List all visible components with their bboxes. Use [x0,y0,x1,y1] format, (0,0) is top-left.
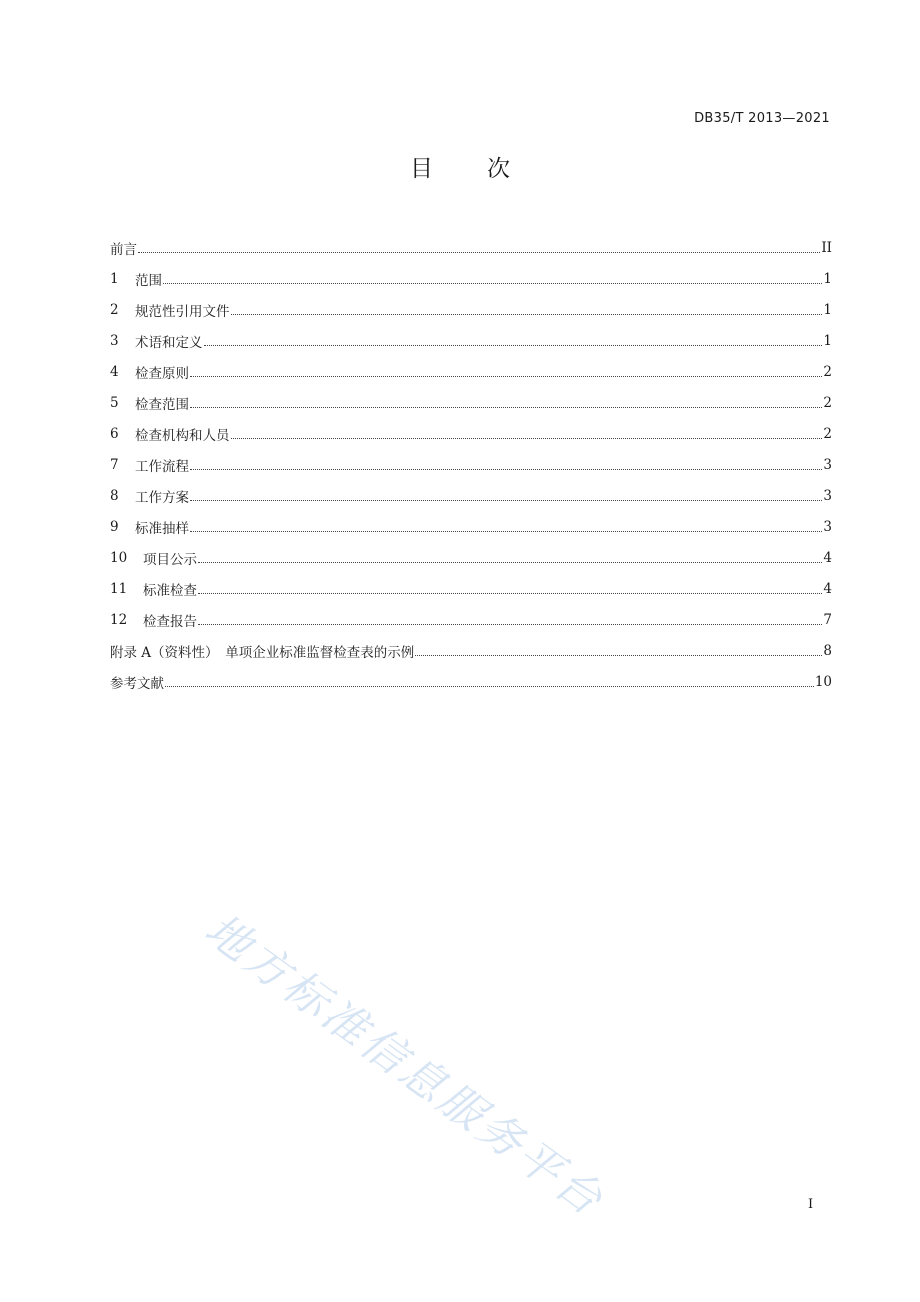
toc-entry[interactable] [110,573,832,604]
toc-entry-label: 前言 [110,241,137,258]
toc-entry[interactable] [110,325,832,356]
toc-entry-label: 检查范围 [135,396,189,413]
toc-entry-label: 工作方案 [135,489,189,506]
toc-entry-number: 3 [110,332,119,349]
toc-entry-number: 10 [110,549,128,566]
toc-dot-leader [190,468,822,470]
toc-entry-page: 1 [823,270,832,287]
toc-dot-leader [190,499,822,501]
toc-entry-label: 标准抽样 [135,520,189,537]
toc-entry[interactable] [110,542,832,573]
toc-dot-leader [190,530,822,532]
toc-entry[interactable] [110,604,832,635]
page-number: I [808,1197,814,1212]
toc-entry[interactable] [110,294,832,325]
toc-entry-page: 4 [823,580,832,597]
toc-dot-leader [165,685,814,687]
toc-entry-number: 9 [110,518,119,535]
toc-entry-page: 7 [823,611,832,628]
toc-entry[interactable] [110,356,832,387]
toc-entry-label: 范围 [135,272,162,289]
toc-entry-label: 附录 A（资料性） 单项企业标准监督检查表的示例 [110,644,415,661]
toc-entry-number: 5 [110,394,119,411]
toc-dot-leader [198,623,822,625]
watermark: 地方标准信息服务平台 [195,903,614,1228]
toc-dot-leader [198,592,822,594]
toc-entry-label: 参考文献 [110,675,164,692]
toc-entry-number: 2 [110,301,119,318]
toc-entry-number: 12 [110,611,128,628]
toc-entry-page: 4 [823,549,832,566]
toc-entry-page: II [821,239,832,256]
toc-entry-page: 3 [823,518,832,535]
toc-dot-leader [163,282,822,284]
toc-entry-label: 术语和定义 [135,334,203,351]
toc-entry-label: 标准检查 [143,582,197,599]
toc-entry-number: 4 [110,363,119,380]
toc-entry-number: 7 [110,456,119,473]
toc-entry-number: 8 [110,487,119,504]
toc-entry[interactable] [110,635,832,666]
toc-entry-number: 1 [110,270,119,287]
toc-dot-leader [204,344,823,346]
toc-entry-page: 1 [823,332,832,349]
page-title [0,150,920,183]
title-char-1: 目 [410,156,433,182]
toc-entry-number: 11 [110,580,128,597]
toc-dot-leader [415,654,822,656]
toc-entry-page: 2 [823,425,832,442]
toc-entry[interactable] [110,232,832,263]
toc-dot-leader [190,375,822,377]
toc-entry-label: 工作流程 [135,458,189,475]
toc-entry[interactable] [110,480,832,511]
table-of-contents [110,232,832,697]
toc-entry-label: 检查原则 [135,365,189,382]
toc-entry-label: 检查机构和人员 [135,427,230,444]
toc-entry-label: 规范性引用文件 [135,303,230,320]
toc-entry-page: 8 [823,642,832,659]
toc-entry[interactable] [110,418,832,449]
document-code: DB35/T 2013—2021 [694,111,830,126]
toc-entry-label: 检查报告 [143,613,197,630]
toc-dot-leader [231,313,823,315]
toc-entry-page: 2 [823,363,832,380]
toc-entry-page: 1 [823,301,832,318]
toc-entry[interactable] [110,449,832,480]
toc-entry-page: 3 [823,487,832,504]
toc-entry-number: 6 [110,425,119,442]
toc-entry-label: 项目公示 [143,551,197,568]
toc-entry-page: 3 [823,456,832,473]
toc-dot-leader [190,406,822,408]
title-char-2: 次 [487,156,510,182]
toc-dot-leader [198,561,822,563]
toc-dot-leader [231,437,823,439]
toc-entry-page: 2 [823,394,832,411]
toc-entry[interactable] [110,387,832,418]
toc-dot-leader [138,251,820,253]
toc-entry[interactable] [110,263,832,294]
toc-entry[interactable] [110,666,832,697]
toc-entry[interactable] [110,511,832,542]
toc-entry-page: 10 [814,673,832,690]
